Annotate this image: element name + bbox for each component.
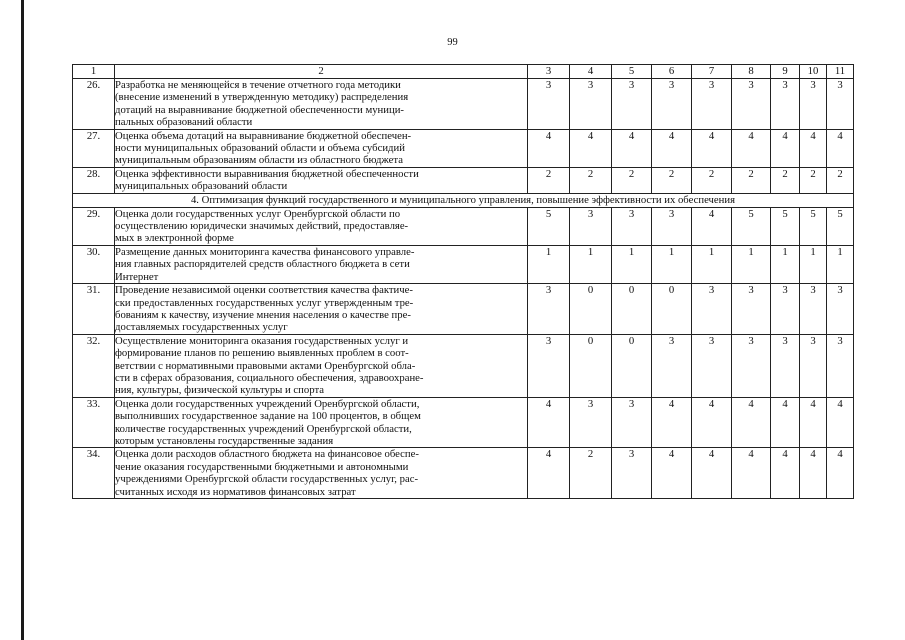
- table-row: [73, 284, 854, 335]
- score-cell: 2: [692, 167, 732, 193]
- description-line: выполнивших государственное задание на 100 процентов, в общем: [115, 410, 421, 423]
- score-cell: 0: [612, 284, 652, 335]
- score-cell: 4: [692, 448, 732, 499]
- score-cell: 3: [570, 207, 612, 245]
- score-cell: 4: [800, 397, 827, 448]
- score-cell: 5: [771, 207, 800, 245]
- description-line: ния главных распорядителей средств областного бюджета в сети: [115, 258, 410, 271]
- score-cell: 2: [732, 167, 771, 193]
- score-cell: 3: [771, 79, 800, 130]
- description-line: (внесение изменений в утвержденную методику) распределения: [115, 91, 409, 104]
- score-cell: 1: [800, 245, 827, 283]
- score-cell: 3: [692, 79, 732, 130]
- score-cell: 0: [570, 334, 612, 397]
- header-cell: 7: [692, 65, 732, 79]
- score-cell: 3: [612, 207, 652, 245]
- table-row: [73, 207, 854, 245]
- row-number: 29.: [73, 207, 115, 245]
- score-cell: 3: [800, 334, 827, 397]
- table-row: [73, 79, 854, 130]
- score-cell: 3: [732, 334, 771, 397]
- description-line: Оценка доли государственных услуг Оренбургской области по: [115, 207, 401, 220]
- score-cell: 4: [732, 129, 771, 167]
- description-line: пальных образований области: [115, 116, 253, 129]
- description-line: учреждениями Оренбургской области государственных услуг, рас-: [115, 473, 419, 486]
- score-cell: 4: [528, 397, 570, 448]
- section-row: [73, 193, 854, 207]
- score-cell: 3: [771, 334, 800, 397]
- score-cell: 5: [800, 207, 827, 245]
- header-cell: 9: [771, 65, 800, 79]
- score-cell: 2: [570, 167, 612, 193]
- score-cell: 3: [692, 284, 732, 335]
- score-cell: 4: [771, 448, 800, 499]
- score-cell: 4: [652, 129, 692, 167]
- score-cell: 1: [570, 245, 612, 283]
- row-number: 34.: [73, 448, 115, 499]
- score-cell: 3: [827, 284, 854, 335]
- score-cell: 4: [771, 397, 800, 448]
- row-number: 33.: [73, 397, 115, 448]
- description-line: муниципальным образованиям области из областного бюджета: [115, 154, 403, 167]
- score-cell: 3: [612, 397, 652, 448]
- description-line: Оценка объема дотаций на выравнивание бюджетной обеспечен-: [115, 129, 412, 142]
- score-cell: 3: [652, 334, 692, 397]
- header-cell: 1: [73, 65, 115, 79]
- description-line: Интернет: [115, 270, 159, 283]
- header-cell: 11: [827, 65, 854, 79]
- description-line: которым установлены государственные задания: [115, 434, 334, 447]
- description-line: доставляемых государственных услуг: [115, 321, 288, 334]
- description-line: Оценка эффективности выравнивания бюджетной обеспеченности: [115, 167, 419, 180]
- score-cell: 4: [771, 129, 800, 167]
- description-line: ски предоставленных государственных услуг утвержденным тре-: [115, 296, 414, 309]
- description-line: количестве государственных учреждений Оренбургской области,: [115, 422, 412, 435]
- description-line: осуществлению юридически значимых действий, предоставляе-: [115, 220, 409, 233]
- row-number: 32.: [73, 334, 115, 397]
- header-cell: 10: [800, 65, 827, 79]
- description-line: Размещение данных мониторинга качества финансового управле-: [115, 245, 415, 258]
- criteria-table: [72, 64, 854, 499]
- score-cell: 4: [732, 448, 771, 499]
- scan-edge-line: [21, 0, 24, 640]
- description-line: ния, культуры, физической культуры и спорта: [115, 384, 324, 397]
- score-cell: 4: [652, 397, 692, 448]
- score-cell: 2: [570, 448, 612, 499]
- row-description: [115, 207, 528, 245]
- header-cell: 3: [528, 65, 570, 79]
- description-line: Разработка не меняющейся в течение отчетного года методики: [115, 79, 401, 91]
- table-row: [73, 334, 854, 397]
- score-cell: 0: [570, 284, 612, 335]
- score-cell: 1: [612, 245, 652, 283]
- table-body: [73, 79, 854, 499]
- table-row: [73, 167, 854, 193]
- score-cell: 3: [612, 79, 652, 130]
- table-row: [73, 397, 854, 448]
- score-cell: 2: [771, 167, 800, 193]
- row-number: 31.: [73, 284, 115, 335]
- row-description: [115, 129, 528, 167]
- description-line: мых в электронной форме: [115, 232, 234, 245]
- score-cell: 4: [692, 397, 732, 448]
- row-description: [115, 245, 528, 283]
- score-cell: 3: [528, 79, 570, 130]
- score-cell: 4: [570, 129, 612, 167]
- description-line: чение оказания государственными бюджетными и автономными: [115, 460, 409, 473]
- score-cell: 3: [732, 284, 771, 335]
- score-cell: 1: [771, 245, 800, 283]
- score-cell: 3: [827, 79, 854, 130]
- row-description: [115, 79, 528, 130]
- score-cell: 4: [612, 129, 652, 167]
- row-number: 30.: [73, 245, 115, 283]
- header-row: [73, 65, 854, 79]
- description-line: Оценка доли расходов областного бюджета на финансовое обеспе-: [115, 448, 419, 461]
- score-cell: 4: [827, 129, 854, 167]
- score-cell: 3: [800, 79, 827, 130]
- score-cell: 4: [800, 129, 827, 167]
- description-line: ности муниципальных образований области и объема субсидий: [115, 142, 405, 155]
- row-number: 28.: [73, 167, 115, 193]
- score-cell: 3: [652, 207, 692, 245]
- score-cell: 4: [528, 448, 570, 499]
- description-line: муниципальных образований области: [115, 180, 288, 193]
- score-cell: 2: [612, 167, 652, 193]
- score-cell: 3: [732, 79, 771, 130]
- description-line: Проведение независимой оценки соответствия качества фактиче-: [115, 284, 413, 297]
- score-cell: 2: [800, 167, 827, 193]
- description-line: Осуществление мониторинга оказания государственных услуг и: [115, 334, 409, 347]
- header-cell: 2: [115, 65, 528, 79]
- score-cell: 4: [827, 397, 854, 448]
- description-line: ветствии с нормативными правовыми актами Оренбургской обла-: [115, 359, 416, 372]
- row-description: [115, 284, 528, 335]
- score-cell: 0: [612, 334, 652, 397]
- table-row: [73, 448, 854, 499]
- score-cell: 3: [652, 79, 692, 130]
- row-number: 27.: [73, 129, 115, 167]
- score-cell: 3: [612, 448, 652, 499]
- table-row: [73, 245, 854, 283]
- score-cell: 4: [652, 448, 692, 499]
- score-cell: 5: [528, 207, 570, 245]
- description-line: сти в сферах образования, социального обеспечения, здравоохране-: [115, 371, 424, 384]
- score-cell: 0: [652, 284, 692, 335]
- header-cell: 8: [732, 65, 771, 79]
- description-line: бованиям к качеству, изучение мнения населения о качестве пре-: [115, 308, 411, 321]
- score-cell: 3: [800, 284, 827, 335]
- section-heading: 4. Оптимизация функций государственного и муниципального управления, повышение эффективности их обеспечения: [73, 193, 854, 207]
- description-line: формирование планов по решению выявленных проблем в соот-: [115, 347, 409, 360]
- score-cell: 2: [528, 167, 570, 193]
- score-cell: 4: [827, 448, 854, 499]
- score-cell: 1: [692, 245, 732, 283]
- row-description: [115, 334, 528, 397]
- score-cell: 4: [692, 207, 732, 245]
- score-cell: 1: [827, 245, 854, 283]
- score-cell: 2: [827, 167, 854, 193]
- table-row: [73, 129, 854, 167]
- header-cell: 4: [570, 65, 612, 79]
- row-description: [115, 167, 528, 193]
- description-line: Оценка доли государственных учреждений Оренбургской области,: [115, 397, 420, 410]
- row-description: [115, 397, 528, 448]
- score-cell: 4: [528, 129, 570, 167]
- score-cell: 1: [652, 245, 692, 283]
- score-cell: 1: [732, 245, 771, 283]
- page-number: 99: [447, 37, 458, 48]
- description-line: дотаций на выравнивание бюджетной обеспеченности муници-: [115, 103, 404, 116]
- score-cell: 3: [528, 334, 570, 397]
- score-cell: 4: [800, 448, 827, 499]
- score-cell: 3: [771, 284, 800, 335]
- score-cell: 1: [528, 245, 570, 283]
- score-cell: 4: [732, 397, 771, 448]
- score-cell: 3: [528, 284, 570, 335]
- description-line: считанных исходя из нормативов финансовых затрат: [115, 485, 356, 498]
- score-cell: 3: [692, 334, 732, 397]
- header-cell: 5: [612, 65, 652, 79]
- score-cell: 5: [732, 207, 771, 245]
- score-cell: 3: [570, 397, 612, 448]
- header-cell: 6: [652, 65, 692, 79]
- score-cell: 3: [570, 79, 612, 130]
- score-cell: 3: [827, 334, 854, 397]
- score-cell: 5: [827, 207, 854, 245]
- row-number: 26.: [73, 79, 115, 130]
- row-description: [115, 448, 528, 499]
- score-cell: 2: [652, 167, 692, 193]
- score-cell: 4: [692, 129, 732, 167]
